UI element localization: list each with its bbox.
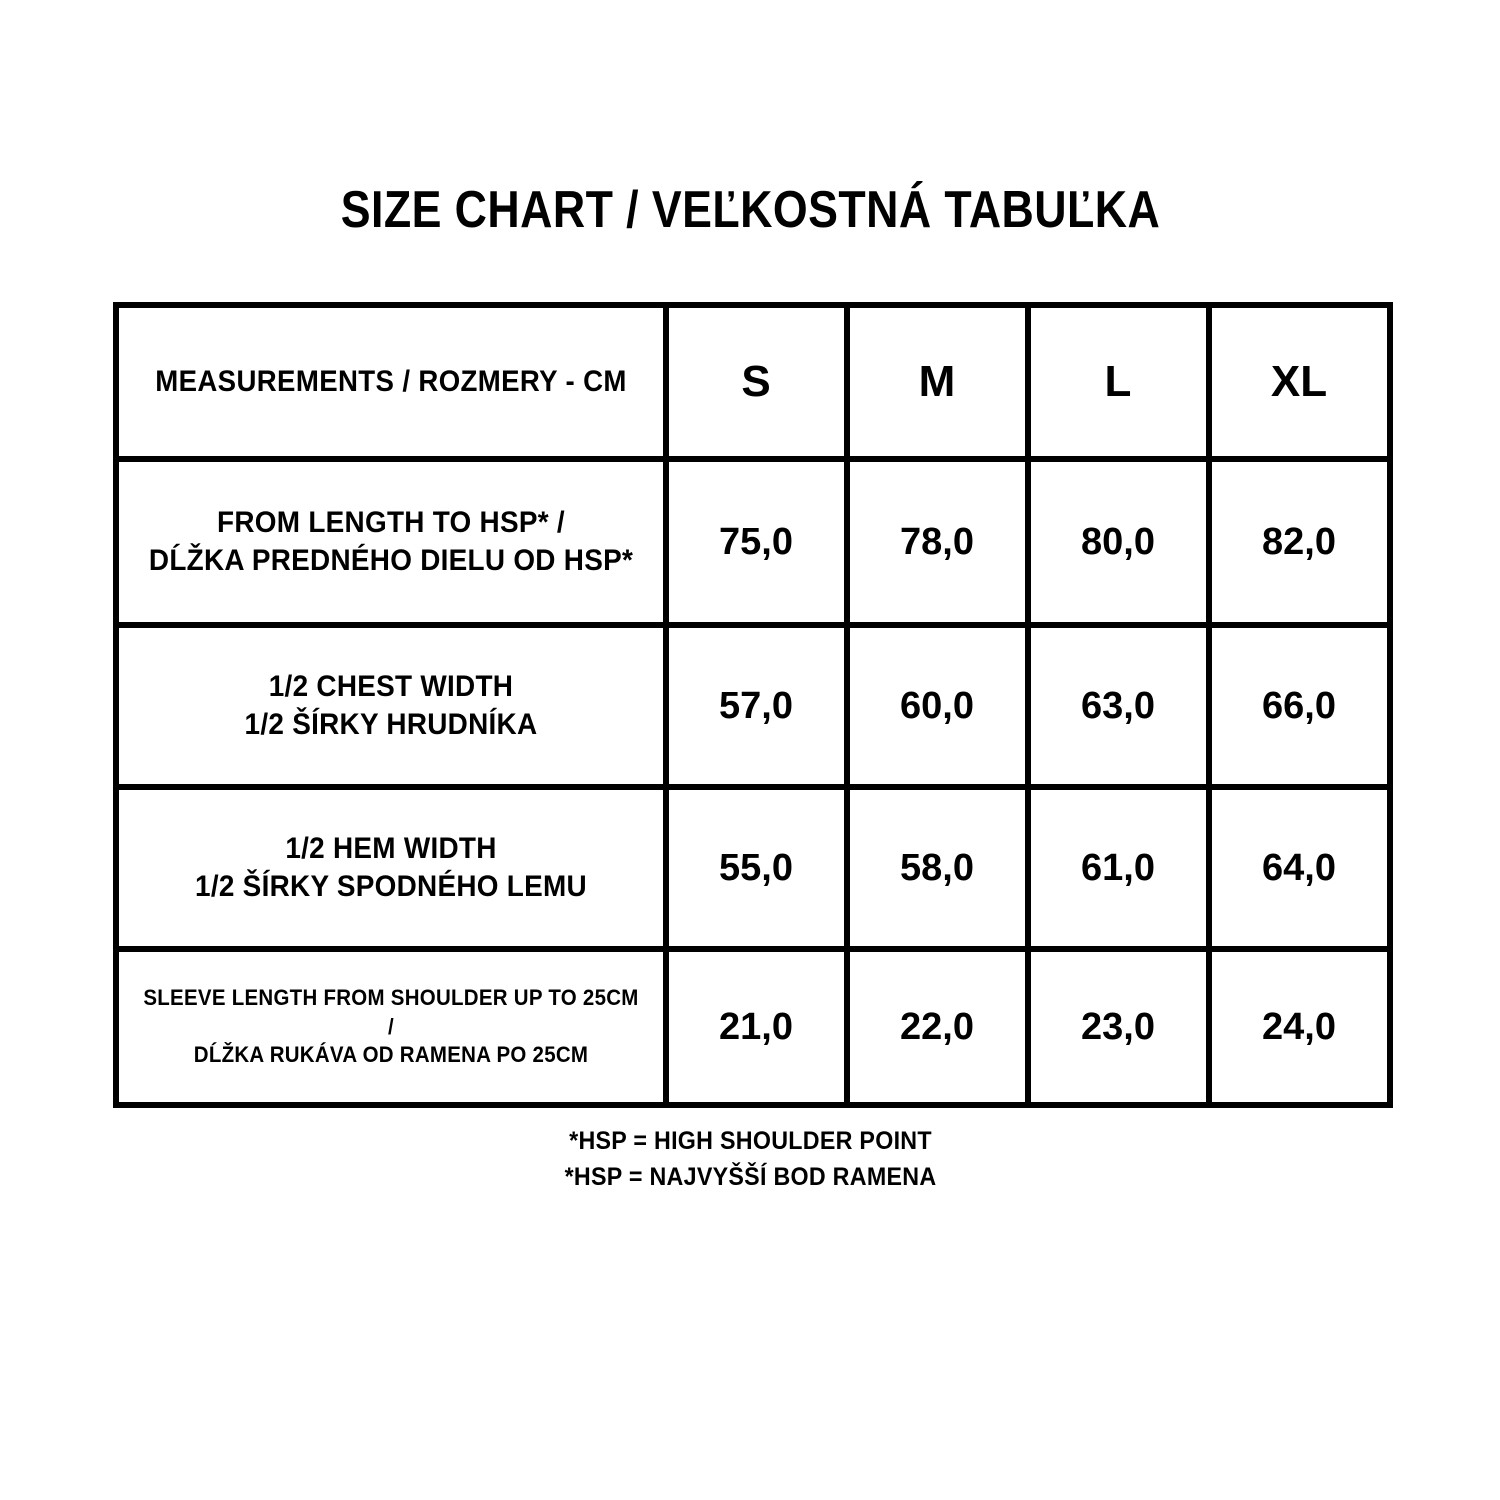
row-label-hem-width — [135, 787, 647, 949]
row-label-line-sk: DĹŽKA PREDNÉHO DIELU OD HSP* — [148, 544, 633, 577]
cell-chest-m: 60,0 — [847, 625, 1028, 787]
column-header-measurements: MEASUREMENTS / ROZMERY - CM — [138, 305, 644, 459]
row-label-sleeve-length — [135, 949, 647, 1105]
cell-length-l: 80,0 — [1028, 459, 1209, 625]
row-label-line-sk: 1/2 ŠÍRKY HRUDNÍKA — [244, 708, 537, 741]
table-header-row — [116, 305, 1390, 459]
cell-sleeve-l: 23,0 — [1028, 949, 1209, 1105]
cell-hem-xl: 64,0 — [1209, 787, 1390, 949]
cell-length-m: 78,0 — [847, 459, 1028, 625]
table-row — [116, 625, 1390, 787]
column-header-m: M — [847, 305, 1028, 459]
cell-sleeve-xl: 24,0 — [1209, 949, 1390, 1105]
cell-length-s: 75,0 — [666, 459, 847, 625]
row-label-line-en: 1/2 HEM WIDTH — [284, 831, 497, 865]
cell-chest-xl: 66,0 — [1209, 625, 1390, 787]
cell-hem-l: 61,0 — [1028, 787, 1209, 949]
footnote-hsp-sk: *HSP = NAJVYŠŠÍ BOD RAMENA — [564, 1162, 936, 1191]
column-header-s: S — [666, 305, 847, 459]
row-label-length-to-hsp — [135, 459, 647, 625]
cell-hem-s: 55,0 — [666, 787, 847, 949]
cell-hem-m: 58,0 — [847, 787, 1028, 949]
cell-chest-l: 63,0 — [1028, 625, 1209, 787]
table-row — [116, 787, 1390, 949]
row-label-line-en: FROM LENGTH TO HSP* / — [216, 505, 565, 539]
table-row — [116, 459, 1390, 625]
table-row — [116, 949, 1390, 1105]
cell-chest-s: 57,0 — [666, 625, 847, 787]
column-header-xl: XL — [1209, 305, 1390, 459]
size-chart-table-wrapper — [113, 302, 1388, 1108]
cell-sleeve-s: 21,0 — [666, 949, 847, 1105]
footnote-hsp-en: *HSP = HIGH SHOULDER POINT — [568, 1127, 932, 1155]
size-chart-table — [113, 302, 1393, 1108]
footnotes — [113, 1124, 1388, 1195]
column-header-l: L — [1028, 305, 1209, 459]
cell-sleeve-m: 22,0 — [847, 949, 1028, 1105]
row-label-line-sk: 1/2 ŠÍRKY SPODNÉHO LEMU — [194, 870, 587, 903]
row-label-line-en: 1/2 CHEST WIDTH — [268, 669, 513, 703]
page-title: SIZE CHART / VEĽKOSTNÁ TABUĽKA — [340, 181, 1160, 239]
row-label-line-en: SLEEVE LENGTH FROM SHOULDER UP TO 25CM / — [142, 985, 639, 1039]
cell-length-xl: 82,0 — [1209, 459, 1390, 625]
row-label-chest-width — [135, 625, 647, 787]
row-label-line-sk: DĹŽKA RUKÁVA OD RAMENA PO 25CM — [193, 1042, 588, 1068]
